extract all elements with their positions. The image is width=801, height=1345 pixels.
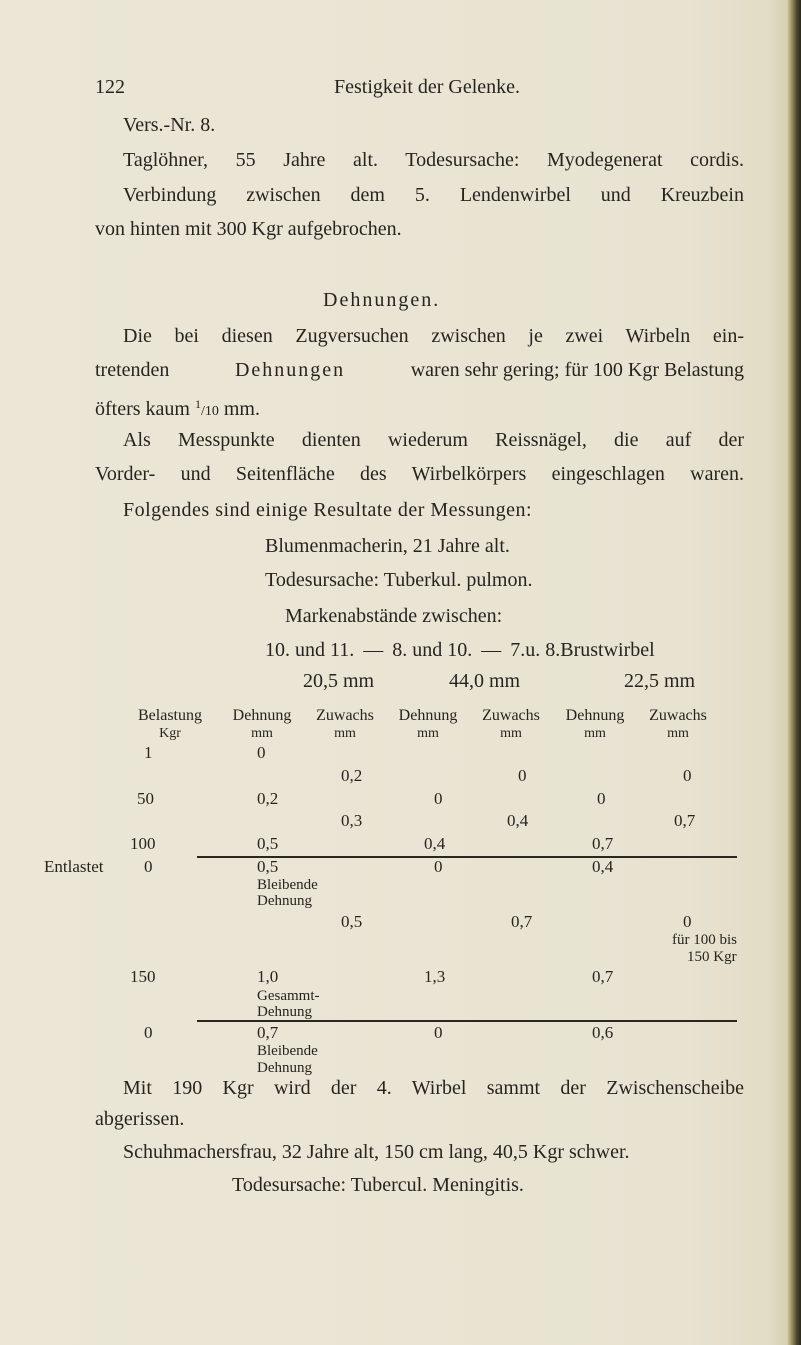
table-cell: 50 — [137, 789, 154, 808]
table-cell: 0 — [683, 766, 692, 785]
table-cell: 1,0 — [257, 967, 279, 986]
table-cell: 0 — [518, 766, 527, 785]
column-unit: mm — [584, 726, 606, 741]
column-header: Zuwachs — [649, 707, 707, 724]
table-cell: 0 — [144, 1023, 153, 1042]
table-cell: 0,5 — [341, 912, 363, 931]
table-cell: 0,2 — [257, 789, 279, 808]
book-edge — [787, 0, 801, 1345]
table-cell: 0,3 — [341, 811, 363, 830]
table-cell: 0,4 — [424, 834, 446, 853]
table-note: Bleibende — [257, 877, 318, 893]
distance-value: 44,0 mm — [449, 670, 521, 692]
subject-line: Markenabstände zwischen: — [285, 605, 503, 627]
paragraph-line: Folgendes sind einige Resultate der Messungen: — [123, 499, 533, 521]
table-cell: 0 — [683, 912, 692, 931]
table-cell: 0 — [597, 789, 606, 808]
dash-separator: — — [481, 639, 502, 661]
table-note: Dehnung — [257, 1060, 312, 1076]
column-header: Belastung — [138, 707, 202, 724]
column-unit: Kgr — [159, 726, 181, 741]
text-run: waren sehr gering; für 100 Kgr Belastung — [410, 359, 744, 381]
table-cell: 1 — [144, 743, 153, 762]
table-cell: 0,7 — [592, 967, 614, 986]
table-cell: 0 — [434, 789, 443, 808]
table-cell: 0 — [144, 857, 153, 876]
distance-value: 20,5 mm — [303, 670, 375, 692]
table-cell: 0,5 — [257, 857, 279, 876]
running-title: Festigkeit der Gelenke. — [334, 76, 521, 98]
table-note: für 100 bis — [672, 932, 737, 948]
table-cell: 0 — [434, 1023, 443, 1042]
case-title: Vers.-Nr. 8. — [123, 114, 216, 136]
table-cell: 0,6 — [592, 1023, 614, 1042]
case-text-line: Verbindung zwischen dem 5. Lendenwirbel und Kreuzbein — [123, 184, 744, 206]
paragraph-line: abgerissen. — [95, 1108, 185, 1130]
paragraph-line: Mit 190 Kgr wird der 4. Wirbel sammt der Zwischenscheibe — [123, 1077, 744, 1099]
table-note: Bleibende — [257, 1043, 318, 1059]
table-cell: 0 — [434, 857, 443, 876]
table-note: 150 Kgr — [687, 949, 737, 965]
column-unit: mm — [417, 726, 439, 741]
table-cell: 0,2 — [341, 766, 363, 785]
table-cell: 150 — [130, 967, 156, 986]
paragraph-line: Todesursache: Tubercul. Meningitis. — [232, 1174, 524, 1196]
emphasized-term: Dehnungen — [234, 359, 346, 381]
fraction-numerator: 1 — [194, 397, 201, 411]
table-cell: 0,4 — [592, 857, 614, 876]
table-cell: 0,4 — [507, 811, 529, 830]
marker-pair: 8. und 10. — [392, 639, 473, 661]
text-run: öfters kaum — [95, 398, 190, 420]
subject-line: Todesursache: Tuberkul. pulmon. — [265, 569, 533, 591]
table-cell: 0 — [257, 743, 266, 762]
table-cell: 0,7 — [511, 912, 533, 931]
table-cell: 0,7 — [592, 834, 614, 853]
column-unit: mm — [667, 726, 689, 741]
case-text-line: von hinten mit 300 Kgr aufgebrochen. — [95, 218, 402, 240]
section-heading: Dehnungen. — [323, 289, 441, 311]
page-number: 122 — [95, 76, 125, 98]
dash-separator: — — [363, 639, 384, 661]
marker-pairs — [265, 635, 655, 665]
paragraph-line: Die bei diesen Zugversuchen zwischen je zwei Wirbeln ein- — [123, 325, 744, 347]
table-note: Dehnung — [257, 893, 312, 909]
subject-line: Blumenmacherin, 21 Jahre alt. — [265, 535, 510, 557]
table-cell: 100 — [130, 834, 156, 853]
text-run: tretenden — [95, 359, 170, 381]
table-rule — [197, 1020, 737, 1022]
marker-pair: 7.u. 8.Brustwirbel — [510, 639, 655, 661]
distance-value: 22,5 mm — [624, 670, 696, 692]
fraction — [195, 398, 219, 420]
table-cell: 0,7 — [674, 811, 696, 830]
column-header: Dehnung — [565, 707, 625, 724]
table-note: Gesammt- — [257, 988, 320, 1004]
column-unit: mm — [251, 726, 273, 741]
paragraph-line — [95, 355, 744, 385]
paragraph-line: Als Messpunkte dienten wiederum Reissnägel, die auf der — [123, 429, 744, 451]
table-note: Dehnung — [257, 1004, 312, 1020]
table-cell: 0,7 — [257, 1023, 279, 1042]
column-unit: mm — [500, 726, 522, 741]
paragraph-line: Vorder- und Seitenfläche des Wirbelkörpers eingeschlagen waren. — [95, 463, 744, 485]
paragraph-line — [95, 389, 260, 427]
case-text-line: Taglöhner, 55 Jahre alt. Todesursache: Myodegenerat cordis. — [123, 149, 744, 171]
text-run: mm. — [223, 398, 260, 420]
marker-pair: 10. und 11. — [265, 639, 355, 661]
table-cell: 0,5 — [257, 834, 279, 853]
fraction-denominator: /10 — [200, 404, 219, 419]
column-header: Dehnung — [232, 707, 292, 724]
paragraph-line: Schuhmachersfrau, 32 Jahre alt, 150 cm lang, 40,5 Kgr schwer. — [123, 1141, 630, 1163]
column-header: Zuwachs — [482, 707, 540, 724]
row-label: Entlastet — [44, 857, 104, 876]
table-cell: 1,3 — [424, 967, 446, 986]
column-header: Zuwachs — [316, 707, 374, 724]
column-unit: mm — [334, 726, 356, 741]
column-header: Dehnung — [398, 707, 458, 724]
